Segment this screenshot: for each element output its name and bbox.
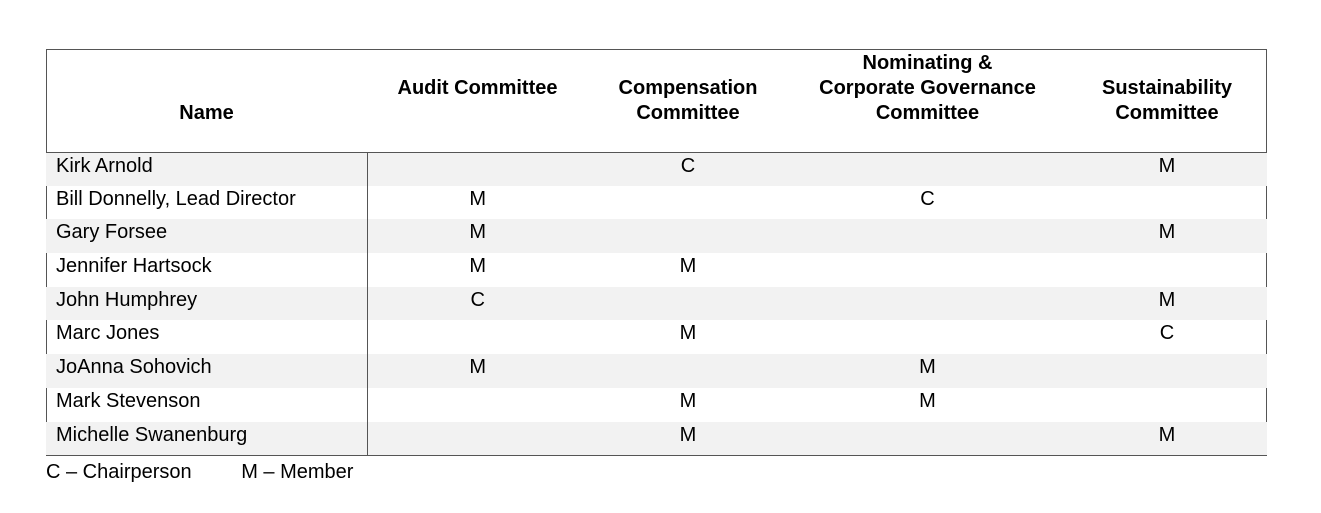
audit-cell: M	[367, 354, 588, 388]
director-name: Mark Stevenson	[46, 388, 367, 422]
director-name: JoAnna Sohovich	[46, 354, 367, 388]
sustainability-cell	[1067, 186, 1267, 220]
table-row	[46, 354, 1267, 388]
director-name: Gary Forsee	[46, 219, 367, 253]
header-row	[46, 49, 1267, 152]
compensation-cell: C	[588, 152, 788, 186]
nominating-cell	[788, 320, 1067, 354]
compensation-cell	[588, 219, 788, 253]
sustainability-cell	[1067, 388, 1267, 422]
table-row	[46, 152, 1267, 186]
table-row	[46, 253, 1267, 287]
nominating-cell	[788, 219, 1067, 253]
sustainability-cell	[1067, 354, 1267, 388]
table-row	[46, 320, 1267, 354]
compensation-cell: M	[679, 322, 697, 345]
audit-cell	[367, 388, 588, 422]
director-name: Kirk Arnold	[46, 152, 367, 186]
audit-cell	[367, 320, 588, 354]
compensation-cell: M	[679, 389, 697, 412]
compensation-cell: M	[588, 422, 788, 456]
nominating-cell: M	[788, 354, 1067, 388]
header-audit-committee: Audit Committee	[367, 49, 588, 152]
legend-member: M – Member	[241, 461, 354, 483]
audit-cell: C	[367, 287, 588, 321]
table-row	[46, 287, 1267, 321]
sustainability-cell: M	[1067, 219, 1267, 253]
sustainability-cell	[1067, 253, 1267, 287]
header-name: Name	[46, 49, 367, 152]
nominating-cell	[788, 152, 1067, 186]
audit-cell	[367, 152, 588, 186]
header-compensation-committee: Compensation Committee	[588, 49, 788, 152]
director-name: Marc Jones	[46, 320, 367, 354]
header-sustainability-committee: Sustainability Committee	[1067, 49, 1267, 152]
sustainability-cell: M	[1067, 287, 1267, 321]
nominating-cell	[788, 253, 1067, 287]
sustainability-cell: M	[1067, 152, 1267, 186]
director-name: Michelle Swanenburg	[46, 422, 367, 456]
compensation-cell	[588, 287, 788, 321]
audit-cell	[367, 422, 588, 456]
compensation-cell	[588, 186, 788, 220]
sustainability-cell: M	[1067, 422, 1267, 456]
legend	[46, 460, 353, 484]
legend-chairperson: C – Chairperson	[46, 461, 192, 483]
nominating-cell	[788, 287, 1067, 321]
audit-cell: M	[469, 255, 487, 278]
nominating-cell: C	[920, 187, 935, 210]
nominating-cell: M	[919, 389, 936, 412]
table-row	[46, 186, 1267, 220]
audit-cell: M	[367, 219, 588, 253]
compensation-cell: M	[679, 255, 697, 278]
table-row	[46, 388, 1267, 422]
table-row	[46, 422, 1267, 456]
audit-cell: M	[469, 187, 487, 210]
header-nominating-governance-committee: Nominating & Corporate Governance Committee	[788, 49, 1067, 152]
director-name: Bill Donnelly, Lead Director	[46, 186, 367, 220]
compensation-cell	[588, 354, 788, 388]
director-name: Jennifer Hartsock	[46, 253, 367, 287]
table-row	[46, 219, 1267, 253]
director-name: John Humphrey	[46, 287, 367, 321]
committee-membership-table	[46, 49, 1267, 455]
sustainability-cell: C	[1159, 322, 1175, 345]
nominating-cell	[788, 422, 1067, 456]
